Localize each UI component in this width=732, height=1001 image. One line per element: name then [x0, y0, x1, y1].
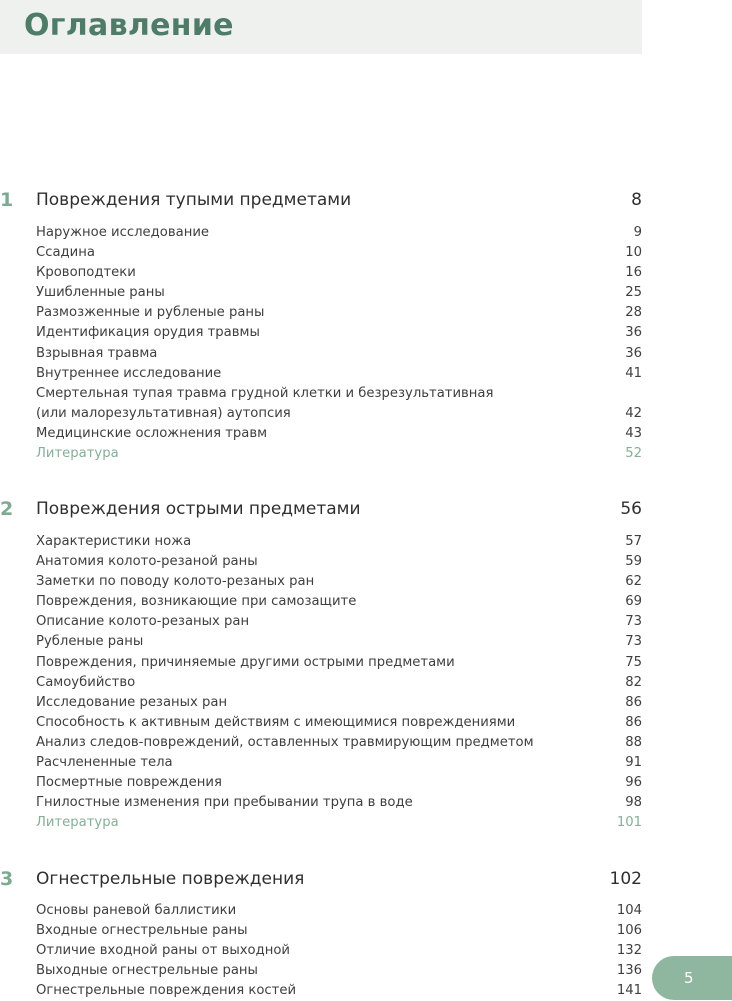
toc-entry-title: Способность к активным действиям с имеющимися повреждениями — [36, 714, 516, 730]
chapter-heading[interactable] — [0, 498, 642, 520]
toc-entry[interactable] — [36, 941, 642, 961]
toc-entry-title: Огнестрельные повреждения костей — [36, 983, 297, 999]
toc-entry-page: 9 — [633, 225, 642, 240]
toc-entry[interactable] — [36, 693, 642, 713]
toc-entry-page: 25 — [625, 285, 642, 301]
toc-entry-title: Анализ следов-повреждений, оставленных травмирующим предметом — [36, 734, 534, 750]
toc-entry-page: 106 — [616, 923, 642, 939]
chapter-page: 8 — [631, 190, 642, 210]
toc-entry-title: Ушибленные раны — [36, 285, 165, 301]
toc-entry[interactable] — [36, 424, 642, 444]
toc-entry[interactable] — [36, 773, 642, 793]
toc-entry[interactable] — [36, 283, 642, 303]
toc-entry-title: Расчлененные тела — [36, 755, 173, 771]
chapter-number: 2 — [0, 498, 14, 520]
toc-entry-title: Гнилостные изменения при пребывании трупа в воде — [36, 795, 413, 811]
toc-entry[interactable] — [36, 961, 642, 981]
toc-entry[interactable] — [36, 243, 642, 263]
toc-entry[interactable] — [36, 733, 642, 753]
chapter-page: 102 — [609, 869, 642, 889]
toc-entry[interactable] — [36, 552, 642, 572]
toc-entry-page: 96 — [625, 775, 642, 791]
toc-entry-title: Входные огнестрельные раны — [36, 923, 248, 939]
toc-entry-title: Литература — [36, 815, 119, 831]
toc-entry-page: 98 — [625, 795, 642, 811]
toc-entry-title: Размозженные и рубленые раны — [36, 305, 265, 321]
toc-entry-page: 59 — [625, 554, 642, 570]
toc-entry[interactable] — [36, 592, 642, 612]
toc-entry-title: Самоубийство — [36, 674, 136, 690]
chapter-number: 1 — [0, 189, 14, 211]
chapter-title: Повреждения тупыми предметами — [36, 190, 352, 210]
toc-entry-page: 73 — [625, 614, 642, 630]
page-title: Оглавление — [24, 8, 234, 43]
chapter-entries — [36, 223, 642, 464]
chapter-entries — [36, 532, 642, 833]
chapter-title: Повреждения острыми предметами — [36, 499, 361, 519]
chapter-heading[interactable] — [0, 868, 642, 890]
toc-entry[interactable] — [36, 263, 642, 283]
chapter-title: Огнестрельные повреждения — [36, 869, 305, 889]
toc-entry[interactable] — [36, 673, 642, 693]
chapter-entries — [36, 901, 642, 1001]
toc-entry-title: Кровоподтеки — [36, 265, 136, 281]
toc-entry-page: 69 — [625, 594, 642, 610]
toc-entry-page: 104 — [616, 903, 642, 918]
toc-entry-title: Характеристики ножа — [36, 534, 192, 549]
header-band — [0, 0, 642, 54]
toc-entry-title: Анатомия колото-резаной раны — [36, 554, 258, 570]
toc-entry-page: 62 — [625, 574, 642, 590]
toc-entry[interactable] — [36, 612, 642, 632]
toc-entry[interactable] — [36, 921, 642, 941]
toc-entry-title: Идентификация орудия травмы — [36, 325, 260, 341]
toc-entry-page: 52 — [625, 446, 642, 462]
toc-entry-page: 57 — [625, 534, 642, 549]
page-number: 5 — [684, 969, 694, 987]
toc-entry-page: 43 — [625, 425, 642, 441]
toc-entry[interactable] — [36, 532, 642, 552]
toc-entry-title: Взрывная травма — [36, 345, 158, 361]
chapter-heading[interactable] — [0, 189, 642, 211]
toc-entry[interactable] — [36, 344, 642, 364]
toc-entry-title: Медицинские осложнения травм — [36, 425, 268, 441]
toc-entry-title: Литература — [36, 446, 119, 462]
toc-entry-page: 36 — [625, 345, 642, 361]
toc-entry-page: 91 — [625, 755, 642, 771]
toc-entry-title: Внутреннее исследование — [36, 365, 222, 381]
toc-entry-title: Заметки по поводу колото-резаных ран — [36, 574, 315, 590]
chapter-page: 56 — [620, 499, 642, 519]
toc-entry-page: 16 — [625, 265, 642, 281]
toc-entry-title: Смертельная тупая травма грудной клетки и безрезультативная — [36, 385, 494, 401]
toc-entry[interactable] — [36, 364, 642, 384]
toc-entry-title: Основы раневой баллистики — [36, 903, 237, 918]
toc-entry[interactable] — [36, 572, 642, 592]
toc-entry-title: Ссадина — [36, 245, 95, 261]
toc-entry-literature[interactable] — [36, 444, 642, 464]
toc-entry-page: 101 — [616, 815, 642, 831]
toc-entry-page: 41 — [625, 365, 642, 381]
toc-entry[interactable] — [36, 404, 642, 424]
toc-entry-title: Исследование резаных ран — [36, 694, 228, 710]
toc-entry-title: Описание колото-резаных ран — [36, 614, 250, 630]
toc-entry-page: 88 — [625, 734, 642, 750]
toc-entry-page: 10 — [625, 245, 642, 261]
toc-entry-page: 75 — [625, 654, 642, 670]
toc-entry-title: Повреждения, причиняемые другими острыми предметами — [36, 654, 455, 670]
page-number-tab — [652, 956, 732, 1000]
toc-entry[interactable] — [36, 713, 642, 733]
toc-entry-page: 86 — [625, 694, 642, 710]
toc-entry[interactable] — [36, 653, 642, 673]
toc-entry-page: 42 — [625, 405, 642, 421]
toc-entry-page: 132 — [616, 943, 642, 959]
toc-entry[interactable] — [36, 753, 642, 773]
toc-entry-title: Посмертные повреждения — [36, 775, 222, 791]
toc-entry-title: Отличие входной раны от выходной — [36, 943, 291, 959]
toc-entry-page: 73 — [625, 634, 642, 650]
toc-entry[interactable] — [36, 632, 642, 652]
toc-entry-title: Повреждения, возникающие при самозащите — [36, 594, 357, 610]
toc-entry-page: 28 — [625, 305, 642, 321]
toc-entry[interactable] — [36, 793, 642, 813]
toc-entry-page: 141 — [616, 983, 642, 999]
toc-entry-page: 136 — [616, 963, 642, 979]
toc-entry[interactable] — [36, 223, 642, 243]
toc-entry-page: 36 — [625, 325, 642, 341]
toc-entry-title: Рубленые раны — [36, 634, 144, 650]
chapter-number: 3 — [0, 868, 14, 890]
toc-entry-page: 86 — [625, 714, 642, 730]
toc-entry-page: 82 — [625, 674, 642, 690]
toc-entry-literature[interactable] — [36, 813, 642, 833]
toc-entry[interactable] — [36, 901, 642, 921]
toc-entry[interactable] — [36, 384, 642, 404]
toc-entry[interactable] — [36, 323, 642, 343]
toc-entry-title: Выходные огнестрельные раны — [36, 963, 258, 979]
toc-entry[interactable] — [36, 981, 642, 1001]
toc-entry-title: Наружное исследование — [36, 225, 210, 240]
toc-entry[interactable] — [36, 303, 642, 323]
toc-entry-title: (или малорезультативная) аутопсия — [36, 405, 291, 421]
